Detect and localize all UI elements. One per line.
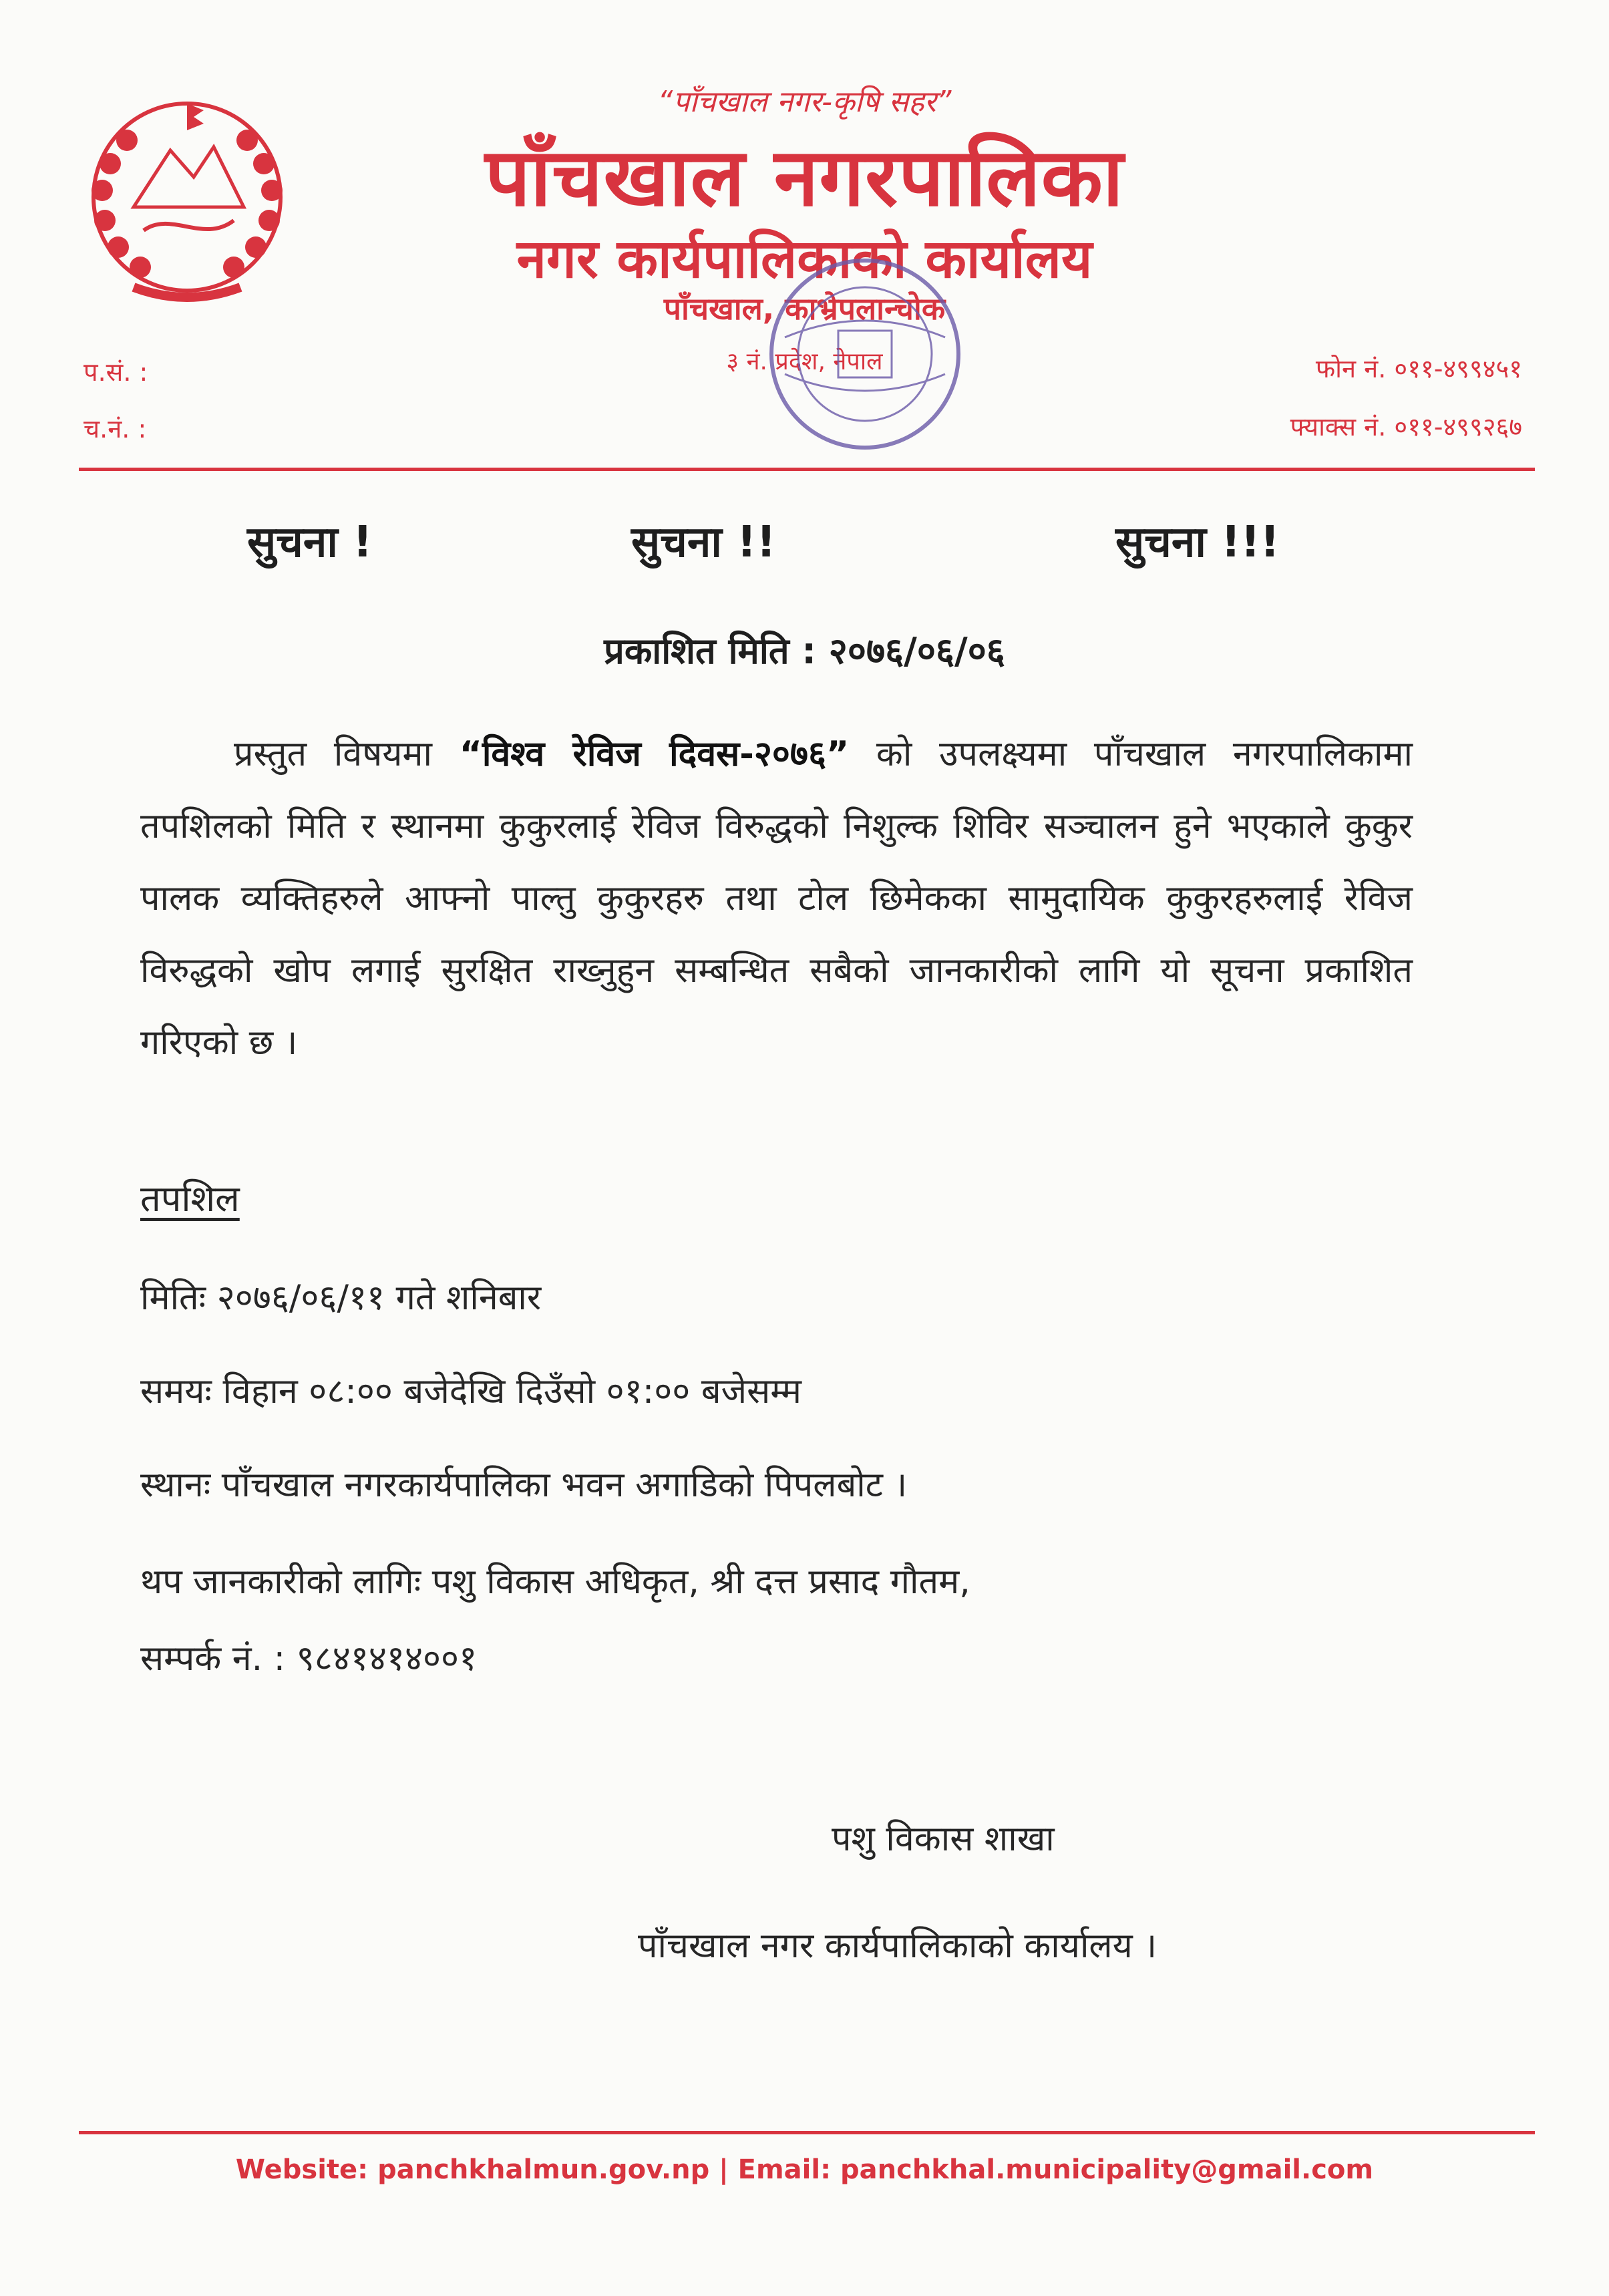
published-date: प्रकाशित मिति : २०७६/०६/०६ — [604, 630, 1005, 672]
detail-contact-person: थप जानकारीको लागिः पशु विकास अधिकृत, श्री दत्त प्रसाद गौतम, — [140, 1562, 970, 1602]
org-title: पाँचखाल नगरपालिका — [485, 132, 1124, 224]
slogan: “पाँचखाल नगर-कृषि सहर” — [657, 85, 952, 119]
notice-heading: सुचना ! — [247, 518, 373, 567]
org-subtitle: नगर कार्यपालिकाको कार्यालय — [516, 228, 1093, 290]
detail-contact-number: सम्पर्क नं. : ९८४१४१४००१ — [140, 1639, 478, 1679]
detail-time: समयः विहान ०८:०० बजेदेखि दिउँसो ०१:०० बजेसम्म — [140, 1371, 801, 1412]
notice-body — [140, 718, 1413, 1079]
details-heading: तपशिल — [140, 1178, 240, 1220]
detail-date: मितिः २०७६/०६/११ गते शनिबार — [140, 1278, 542, 1318]
org-province: ३ नं. प्रदेश, नेपाल — [726, 348, 883, 375]
fax-number: फ्याक्स नं. ०११-४९९२६७ — [1290, 412, 1522, 442]
event-name: “विश्व रेविज दिवस-२०७६” — [459, 734, 850, 774]
reference-number-label: प.सं. : — [83, 357, 148, 387]
phone-number: फोन नं. ०११-४९९४५१ — [1315, 354, 1522, 383]
body-text: को उपलक्ष्यमा पाँचखाल नगरपालिकामा तपशिलको मिति र स्थानमा कुकुरलाई रेविज विरुद्धको निशुल्क शिविर सञ्चालन हुने भएकाले कुकुर पालक व्यक्तिहरुले आफ्नो पाल्तु कुकुरहरु तथा टोल छिमेकका सामुदायिक कुकुरहरुलाई रेविज विरुद्धको खोप लगाई सुरक्षित राख्नुहुन सम्बन्धित सबैको जानकारीको लागि यो सूचना प्रकाशित गरिएको छ । — [140, 734, 1413, 1063]
notice-heading: सुचना !! — [631, 518, 776, 567]
detail-place: स्थानः पाँचखाल नगरकार्यपालिका भवन अगाडिको पिपलबोट । — [140, 1465, 908, 1505]
header-divider — [79, 468, 1535, 471]
footer-contact: Website: panchkhalmun.gov.np | Email: panchkhal.municipality@gmail.com — [235, 2154, 1374, 2185]
org-address: पाँचखाल, काभ्रेपलान्चोक — [663, 291, 946, 327]
footer-divider — [79, 2131, 1535, 2134]
notice-heading: सुचना !!! — [1115, 518, 1280, 567]
signature-branch: पशु विकास शाखा — [832, 1819, 1055, 1859]
body-intro: प्रस्तुत विषयमा — [234, 734, 432, 774]
office-stamp-icon — [758, 244, 972, 464]
signature-office: पाँचखाल नगर कार्यपालिकाको कार्यालय । — [638, 1926, 1157, 1966]
dispatch-number-label: च.नं. : — [83, 414, 147, 444]
